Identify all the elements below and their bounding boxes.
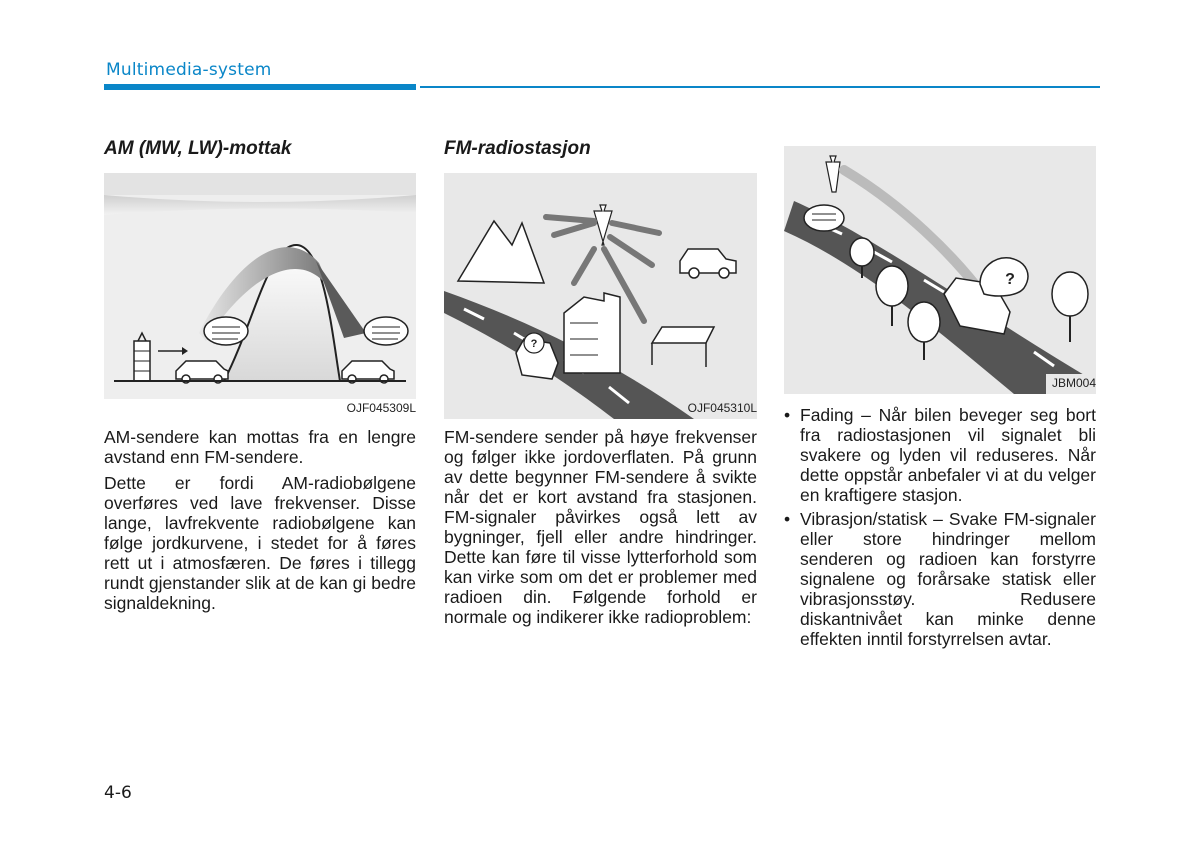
am-body (104, 427, 416, 619)
conditions-figure (784, 146, 1096, 394)
fm-figure-code: OJF045310L (687, 401, 757, 415)
section-title: Multimedia-system (106, 60, 272, 80)
bullet-dot: • (784, 509, 791, 529)
conditions-illustration (784, 146, 1096, 394)
conditions-figure-code: JBM004 (1051, 376, 1096, 390)
page-number: 4-6 (104, 783, 132, 803)
bullet-text: Vibrasjon/statisk – Svake FM-signaler eller store hindringer mellom senderen og radioen kan forstyrre signalene og forårsake statisk eller vibrasjonsstøy. Redusere diskantnivået kan minke denne effekten inntil forstyrrelsen avtar. (800, 509, 1096, 649)
header-rule-thin (420, 86, 1100, 88)
fm-paragraph: FM-sendere sender på høye frekvenser og følger ikke jordoverflaten. På grunn av dette begynner FM-sendere å svikte når det er kort avstand fra stasjonen. FM-signaler påvirkes også lett av bygninger, fjell eller andre hindringer. Dette kan føre til visse lytterforhold som kan virke som om det er problemer med radioen din. Følgende forhold er normale og indikerer ikke radioproblem: (444, 427, 757, 627)
fm-figure (444, 173, 757, 419)
fm-body (444, 427, 757, 633)
am-illustration (104, 173, 416, 419)
fm-heading: FM-radiostasjon (444, 138, 591, 159)
bullet-text: Fading – Når bilen beveger seg bort fra radiostasjonen vil signalet bli svakere og lyden vil reduseres. Når dette oppstår anbefaler vi at du velger en kraftigere stasjon. (800, 405, 1096, 505)
list-item (784, 405, 1096, 505)
fm-question-mark: ? (530, 338, 538, 350)
am-paragraph: AM-sendere kan mottas fra en lengre avstand enn FM-sendere. (104, 427, 416, 467)
header-rule-thick (104, 84, 416, 90)
am-paragraph: Dette er fordi AM-radiobølgene overføres ved lave frekvenser. Disse lange, lavfrekvente radiobølgene kan følge jordkurvene, i stedet for å føres rett ut i atmosfæren. De føres i tillegg rundt gjenstander slik at de kan gi bedre signaldekning. (104, 473, 416, 613)
list-item (784, 509, 1096, 649)
conditions-list (784, 405, 1096, 653)
am-heading: AM (MW, LW)-mottak (104, 138, 292, 159)
am-figure-code: OJF045309L (346, 401, 416, 415)
fm-illustration (444, 173, 757, 419)
bullet-dot: • (784, 405, 791, 425)
conditions-question-mark: ? (1005, 271, 1015, 288)
am-figure (104, 173, 416, 419)
